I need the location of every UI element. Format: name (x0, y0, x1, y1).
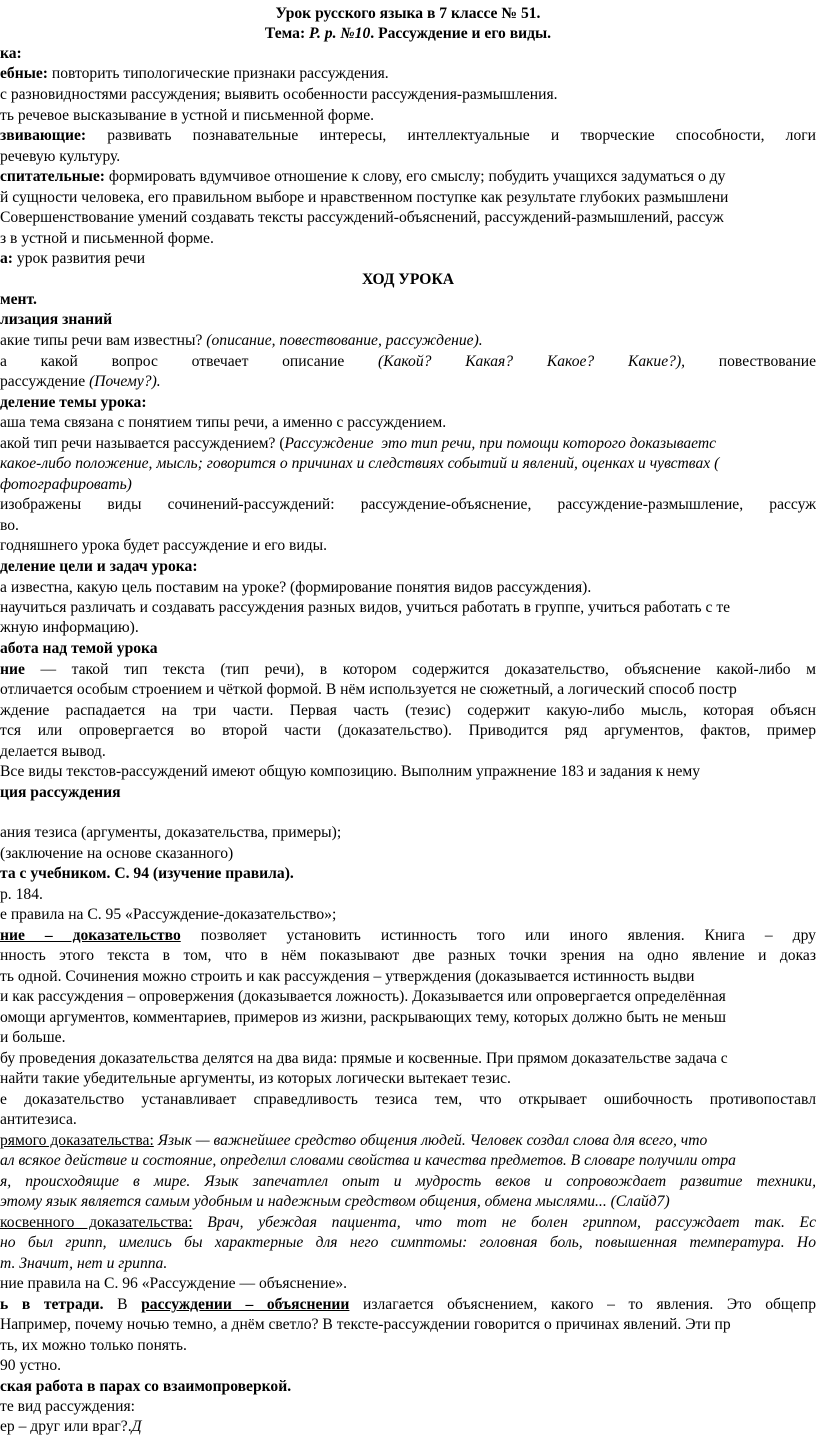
section-heading: ция рассуждения (0, 784, 121, 801)
definition-paragraph: ние – доказательство позволяет установить истинность того или иного явления. Книга – дру (0, 927, 816, 944)
text-line: речевую культуру. (0, 148, 121, 165)
text-line: нность этого текста в том, что в нём показывают две разных точки зрения на одно явление и доказ (0, 947, 816, 964)
text-line: жную информацию). (0, 619, 139, 636)
lesson-title: Урок русского языка в 7 классе № 51. (275, 5, 541, 22)
section-heading: мент. (0, 291, 37, 308)
definition-paragraph: ние — такой тип текста (тип речи), в котором содержится доказательство, объяснение какой-либо м (0, 661, 816, 678)
text-line: ть речевое высказывание в устной и письменной форме. (0, 107, 375, 124)
text-line: Совершенствование умений создавать тексты рассуждений-объяснений, рассуждений-размышлений, рассуж (0, 209, 724, 226)
text-line: ания тезиса (аргументы, доказательства, примеры); (0, 824, 342, 841)
goal-educational: ебные: повторить типологические признаки рассуждения. (0, 65, 389, 82)
text-line: е доказательство устанавливает справедливость тезиса тем, что открывает ошибочность противопоставл (0, 1091, 816, 1108)
text-line: антитезиса. (0, 1111, 77, 1128)
text-line: ть, их можно только понять. (0, 1337, 187, 1354)
text-line: те вид рассуждения: (0, 1398, 135, 1415)
question-line: акие типы речи вам известны? (описание, повествование, рассуждение). (0, 332, 483, 349)
text-line: отличается особым строением и чёткой формой. В нём используется не сюжетный, а логический способ постр (0, 681, 737, 698)
section-heading: лизация знаний (0, 311, 113, 328)
text-line: ть одной. Сочинения можно строить и как рассуждения – утверждения (доказывается истинность выдви (0, 968, 695, 985)
answer-line: рассуждение (Почему?). (0, 373, 161, 390)
text-line: годняшнего урока будет рассуждение и его виды. (0, 537, 328, 554)
text-line: е правила на С. 95 «Рассуждение-доказательство»; (0, 906, 337, 923)
text-line: ждение распадается на три части. Первая часть (тезис) содержит какую-либо мысль, которая объясн (0, 702, 816, 719)
section-heading: абота над темой урока (0, 640, 158, 657)
example-line: я, происходящие в мире. Язык запечатлел опыт и мудрость веков и сопровождает развитие техники, (0, 1173, 816, 1190)
example-direct: рямого доказательства: Язык — важнейшее средство общения людей. Человек создал слова для всего, что (0, 1132, 708, 1149)
text-line: р. 184. (0, 886, 43, 903)
section-heading: деление темы урока: (0, 394, 147, 411)
text-line: изображены виды сочинений-рассуждений: рассуждение-объяснение, рассуждение-размышление, рассуж (0, 496, 816, 513)
lesson-topic: Тема: Р. р. №10. Рассуждение и его виды. (264, 25, 552, 42)
lesson-progress-heading: ХОД УРОКА (361, 271, 455, 288)
text-line: ние правила на С. 96 «Рассуждение — объяснение». (0, 1275, 348, 1292)
example-line: этому язык является самым удобным и надежным средством общения, обмена мыслями... (Слайд7) (0, 1193, 670, 1210)
notebook-entry: ь в тетради. В рассуждении – объяснении излагается объяснением, какого – то явления. Это общепр (0, 1296, 816, 1313)
goal-developing: звивающие: развивать познавательные интересы, интеллектуальные и творческие способности, логи (0, 127, 816, 144)
text-line: омощи аргументов, комментариев, примеров из жизни, раскрывающих тему, которых должно быть не меньш (0, 1009, 726, 1026)
section-heading: та с учебником. С. 94 (изучение правила). (0, 865, 294, 882)
example-line: ал всякое действие и состояние, определил словами свойства и качества предметов. В словаре получили отра (0, 1152, 736, 1169)
example-line: но был грипп, имелись бы характерные для него симптомы: головная боль, повышенная температура. Но (0, 1234, 816, 1251)
text-line: и как рассуждения – опровержения (доказывается ложность). Доказывается или опровергается определённая (0, 988, 726, 1005)
question-line: а какой вопрос отвечает описание (Какой? Какая? Какое? Какие?), повествование (0, 353, 816, 370)
text-line: тся или опровергается во второй части (доказательство). Приводится ряд аргументов, фактов, пример (0, 722, 816, 739)
section-heading: ская работа в парах со взаимопроверкой. (0, 1378, 292, 1395)
text-line: во. (0, 517, 19, 534)
text-line: бу проведения доказательства делятся на два вида: прямые и косвенные. При прямом доказательстве задача с (0, 1050, 728, 1067)
text-line: ер – друг или враг?.Д (0, 1418, 142, 1435)
example-indirect: косвенного доказательства: Врач, убеждая пациента, что тот не болен гриппом, рассуждает так. Ес (0, 1214, 816, 1231)
text-line: научиться различать и создавать рассуждения разных видов, учиться работать в группе, учиться работать с те (0, 599, 731, 616)
text-line: аша тема связана с понятием типы речи, а именно с рассуждением. (0, 414, 447, 431)
text-line: Например, почему ночью темно, а днём светло? В тексте-рассуждении говорится о причинах явлений. Эти пр (0, 1316, 731, 1333)
question-line: акой тип речи называется рассуждением? (Рассуждение это тип речи, при помощи которого доказываетс (0, 435, 717, 452)
text-line: Все виды текстов-рассуждений имеют общую композицию. Выполним упражнение 183 и задания к нему (0, 763, 701, 780)
text-line: а известна, какую цель поставим на уроке? (формирование понятия видов рассуждения). (0, 579, 592, 596)
goal-upbringing: спитательные: формировать вдумчивое отношение к слову, его смыслу; побудить учащихся задуматься о ду (0, 168, 726, 185)
goals-heading: ка: (0, 45, 22, 62)
example-line: т. Значит, нет и гриппа. (0, 1255, 168, 1272)
text-line: й сущности человека, его правильном выборе и нравственном поступке как результате глубоких размышлени (0, 189, 729, 206)
text-line: (заключение на основе сказанного) (0, 845, 234, 862)
text-line: з в устной и письменной форме. (0, 230, 214, 247)
section-heading: деление цели и задач урока: (0, 558, 198, 575)
text-line: 90 устно. (0, 1357, 62, 1374)
text-line: делается вывод. (0, 743, 106, 760)
text-line: и больше. (0, 1029, 66, 1046)
definition-line: какое-либо положение, мысль; говорится о причинах и следствиях событий и явлений, оценках и чувствах ( (0, 455, 720, 472)
text-line: с разновидностями рассуждения; выявить особенности рассуждения-размышления. (0, 86, 558, 103)
lesson-type: а: урок развития речи (0, 250, 146, 267)
definition-line: фотографировать) (0, 476, 132, 493)
text-line: найти такие убедительные аргументы, из которых логически вытекает тезис. (0, 1070, 511, 1087)
